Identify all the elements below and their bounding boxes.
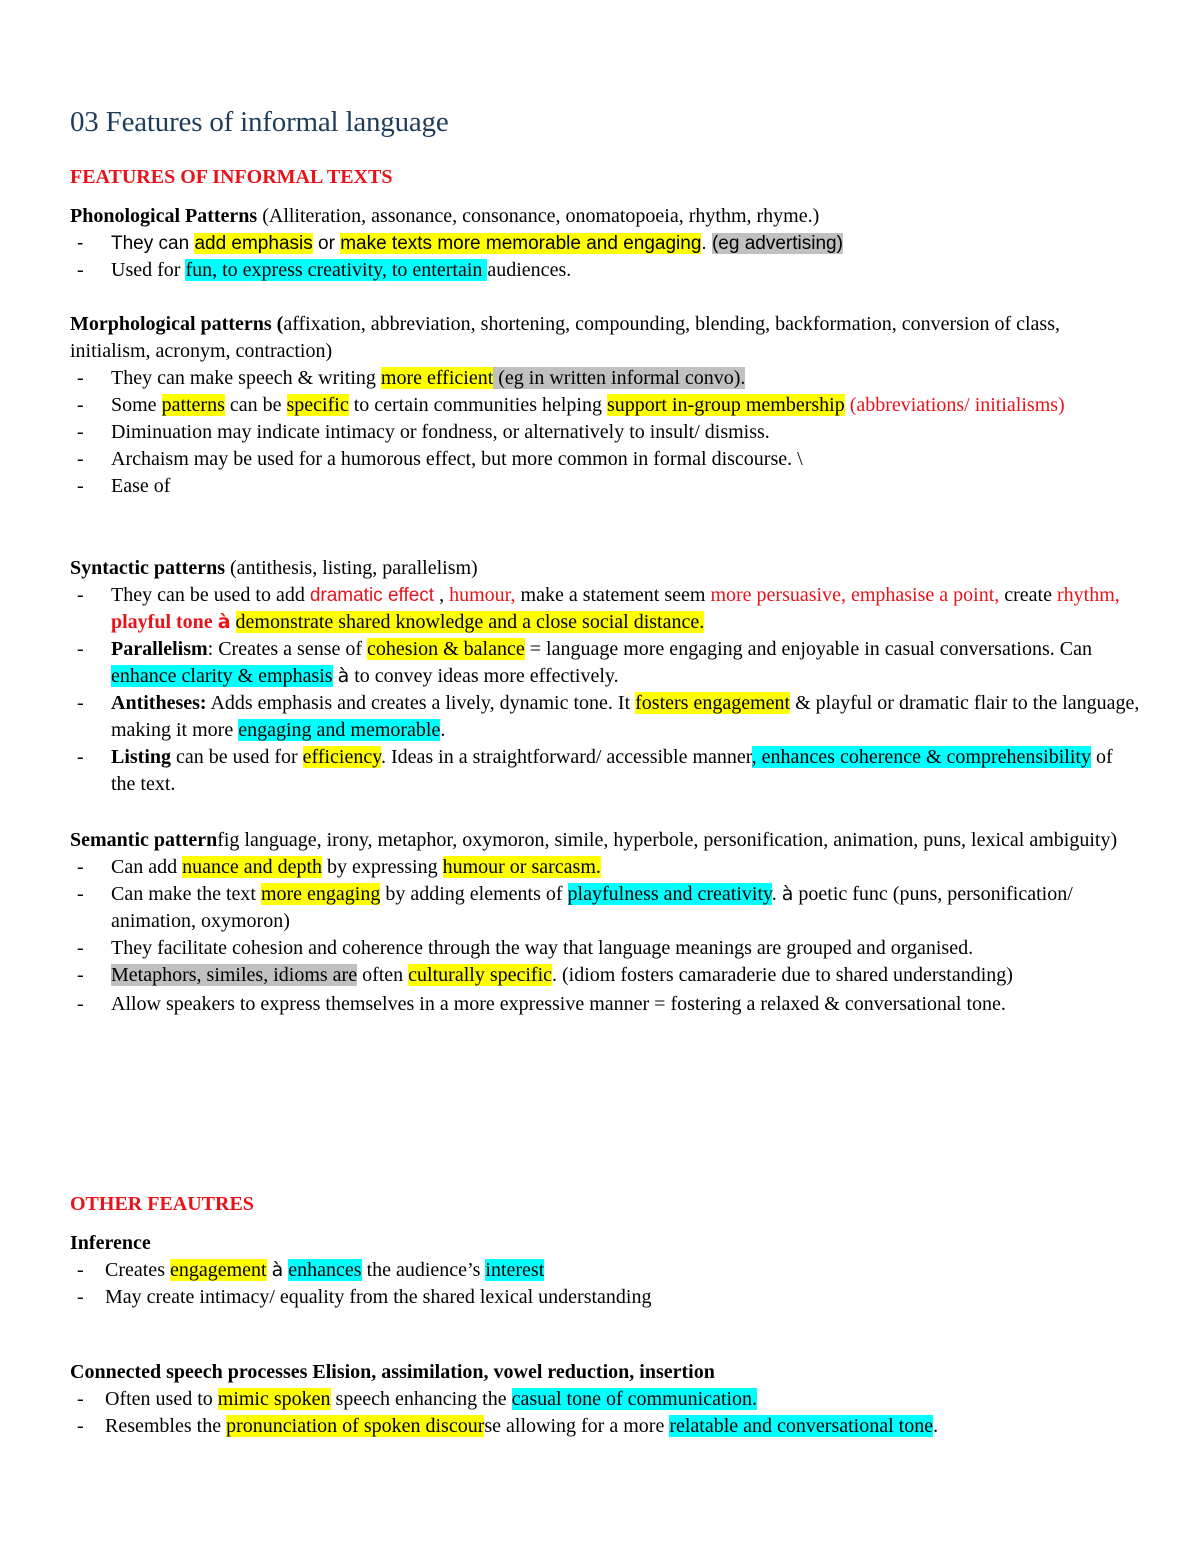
semantic-block: [70, 827, 1140, 1020]
list-item: - They can be used to add dramatic effect , humour, make a statement seem more persuasive, emphasise a point, create rhythm, playful tone à demonstrate shared knowledge and a close social distance.: [70, 582, 1140, 636]
inference-list: [70, 1257, 1140, 1311]
arrow-icon: à: [217, 611, 231, 633]
list-item: - Can make the text more engaging by adding elements of playfulness and creativity. à poetic func (puns, personification/ animation, oxymoron): [70, 881, 1140, 935]
inference-heading: Inference: [70, 1232, 151, 1254]
morphological-heading: Morphological patterns (affixation, abbreviation, shortening, compounding, blending, backformation, conversion of class, initialism, acronym, contraction): [70, 313, 1060, 362]
list-item: - Used for fun, to express creativity, to entertain audiences.: [70, 257, 1140, 284]
list-item: - Diminuation may indicate intimacy or fondness, or alternatively to insult/ dismiss.: [70, 419, 1140, 446]
list-item: - They can make speech & writing more efficient (eg in written informal convo).: [70, 365, 1140, 392]
list-item: - Parallelism: Creates a sense of cohesion & balance = language more engaging and enjoyable in casual conversations. Can enhance clarity & emphasis à to convey ideas more effectively.: [70, 636, 1140, 690]
section-heading-features: FEATURES OF INFORMAL TEXTS: [70, 166, 393, 188]
list-item: - Often used to mimic spoken speech enhancing the casual tone of communication.: [70, 1386, 1140, 1413]
list-item: - Archaism may be used for a humorous effect, but more common in formal discourse. \: [70, 446, 1140, 473]
phonological-block: [70, 203, 1140, 284]
arrow-icon: à: [781, 883, 794, 905]
syntactic-block: [70, 555, 1140, 798]
morphological-block: [70, 311, 1140, 500]
list-item: - Metaphors, similes, idioms are often culturally specific. (idiom fosters camaraderie due to shared understanding): [70, 962, 1140, 989]
list-item: - Some patterns can be specific to certain communities helping support in-group membership (abbreviations/ initialisms): [70, 392, 1140, 419]
section-heading-other: OTHER FEAUTRES: [70, 1193, 254, 1215]
list-item: - May create intimacy/ equality from the shared lexical understanding: [70, 1284, 1140, 1311]
list-item: - Antitheses: Adds emphasis and creates a lively, dynamic tone. It fosters engagement & playful or dramatic flair to the language, making it more engaging and memorable.: [70, 690, 1140, 744]
page-title: 03 Features of informal language: [70, 106, 449, 138]
syntactic-heading: Syntactic patterns (antithesis, listing, parallelism): [70, 557, 478, 579]
arrow-icon: à: [271, 1259, 284, 1281]
semantic-heading: Semantic patternfig language, irony, metaphor, oxymoron, simile, hyperbole, personification, animation, puns, lexical ambiguity): [70, 829, 1118, 851]
list-item: - They facilitate cohesion and coherence through the way that language meanings are grouped and organised.: [70, 935, 1140, 962]
inference-block: [70, 1230, 1140, 1311]
arrow-icon: à: [337, 665, 350, 687]
phonological-heading: Phonological Patterns (Alliteration, assonance, consonance, onomatopoeia, rhythm, rhyme.): [70, 205, 820, 227]
semantic-list: [70, 854, 1140, 1020]
list-item: - Allow speakers to express themselves in a more expressive manner = fostering a relaxed & conversational tone.: [70, 989, 1140, 1020]
connected-speech-heading: Connected speech processes Elision, assimilation, vowel reduction, insertion: [70, 1361, 715, 1383]
list-item: - Can add nuance and depth by expressing humour or sarcasm.: [70, 854, 1140, 881]
syntactic-list: [70, 582, 1140, 798]
list-item: - Listing can be used for efficiency. Ideas in a straightforward/ accessible manner, enhances coherence & comprehensibility of the text.: [70, 744, 1140, 798]
list-item: - Creates engagement à enhances the audience’s interest: [70, 1257, 1140, 1284]
connected-speech-block: [70, 1359, 1140, 1440]
connected-speech-list: [70, 1386, 1140, 1440]
phonological-list: [70, 230, 1140, 284]
list-item: - They can add emphasis or make texts more memorable and engaging. (eg advertising): [70, 230, 1140, 257]
list-item: - Ease of: [70, 473, 1140, 500]
list-item: - Resembles the pronunciation of spoken discourse allowing for a more relatable and conversational tone.: [70, 1413, 1140, 1440]
morphological-list: [70, 365, 1140, 500]
